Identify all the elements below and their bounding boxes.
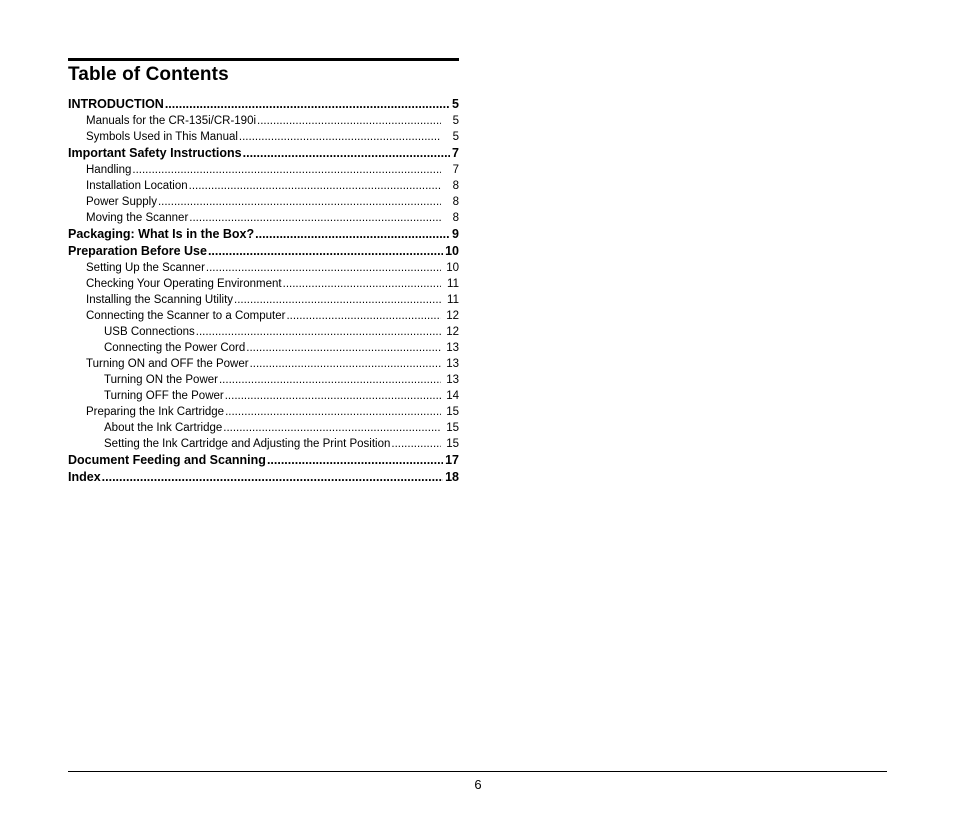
toc-entry-scanning-utility[interactable]: Installing the Scanning Utility ..... 11 <box>68 292 459 308</box>
toc-entry-preparation[interactable]: Preparation Before Use ..... 10 <box>68 243 459 260</box>
toc-entry-packaging[interactable]: Packaging: What Is in the Box? ..... 9 <box>68 226 459 243</box>
toc-entry-safety-instructions[interactable]: Important Safety Instructions ..... 7 <box>68 145 459 162</box>
footer-rule <box>68 771 887 772</box>
toc-entry-installation-location[interactable]: Installation Location ..... 8 <box>68 178 459 194</box>
page-title: Table of Contents <box>68 64 229 85</box>
toc-entry-setting-ink[interactable]: Setting the Ink Cartridge and Adjusting the Print Position ..... 15 <box>68 436 459 452</box>
title-rule <box>68 58 459 61</box>
toc-entry-power-cord[interactable]: Connecting the Power Cord ..... 13 <box>68 340 459 356</box>
toc-entry-handling[interactable]: Handling ..... 7 <box>68 162 459 178</box>
toc-entry-moving-scanner[interactable]: Moving the Scanner ..... 8 <box>68 210 459 226</box>
toc-entry-usb-connections[interactable]: USB Connections ..... 12 <box>68 324 459 340</box>
toc-entry-index[interactable]: Index ..... 18 <box>68 469 459 486</box>
toc-entry-about-ink[interactable]: About the Ink Cartridge ..... 15 <box>68 420 459 436</box>
toc-entry-introduction[interactable]: INTRODUCTION ..... 5 <box>68 96 459 113</box>
toc-entry-preparing-ink[interactable]: Preparing the Ink Cartridge ..... 15 <box>68 404 459 420</box>
toc-entry-power-supply[interactable]: Power Supply ..... 8 <box>68 194 459 210</box>
toc-entry-turning-on[interactable]: Turning ON the Power ..... 13 <box>68 372 459 388</box>
toc-entry-turning-on-off[interactable]: Turning ON and OFF the Power ..... 13 <box>68 356 459 372</box>
toc-entry-setting-up[interactable]: Setting Up the Scanner ..... 10 <box>68 260 459 276</box>
toc-entry-manuals[interactable]: Manuals for the CR-135i/CR-190i ..... 5 <box>68 113 459 129</box>
toc-entry-connecting-scanner[interactable]: Connecting the Scanner to a Computer ..... 12 <box>68 308 459 324</box>
toc-entry-turning-off[interactable]: Turning OFF the Power ..... 14 <box>68 388 459 404</box>
toc-entry-symbols[interactable]: Symbols Used in This Manual ..... 5 <box>68 129 459 145</box>
toc-entry-operating-environment[interactable]: Checking Your Operating Environment ..... 11 <box>68 276 459 292</box>
page-number: 6 <box>474 777 482 792</box>
toc-entry-document-feeding[interactable]: Document Feeding and Scanning ..... 17 <box>68 452 459 469</box>
table-of-contents <box>68 96 459 486</box>
